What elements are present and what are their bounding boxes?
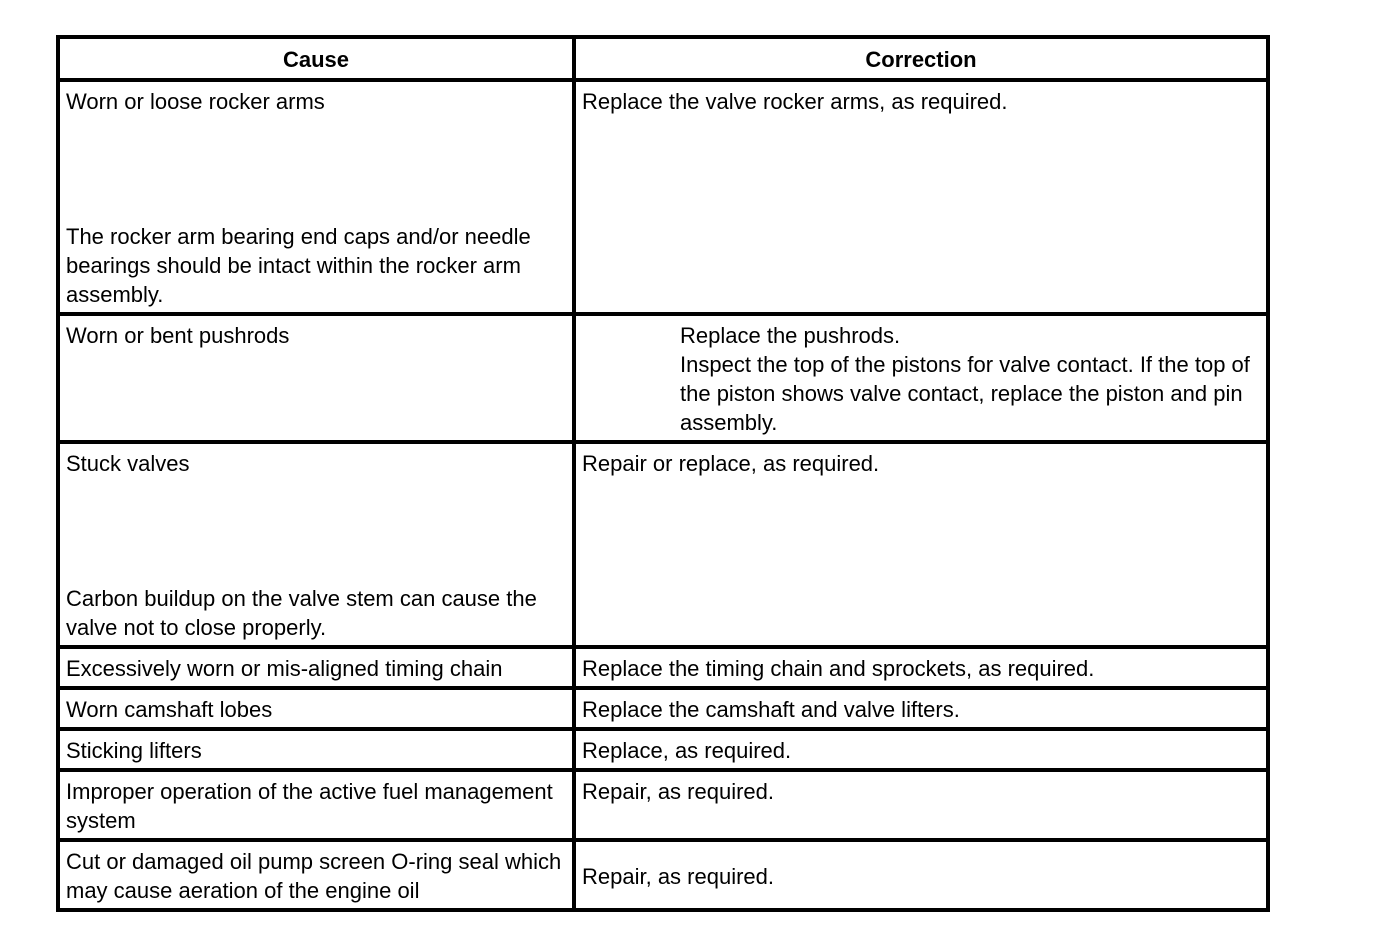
cause-text: Worn or bent pushrods [66, 323, 290, 348]
cause-cell [59, 689, 575, 730]
cause-text: Excessively worn or mis-aligned timing chain [66, 656, 503, 681]
correction-cell [575, 771, 1267, 841]
table-row [59, 81, 1267, 315]
cause-cell [59, 648, 575, 689]
cause-text: Worn camshaft lobes [66, 697, 273, 722]
correction-text: Replace the camshaft and valve lifters. [582, 697, 960, 722]
cause-correction-table [56, 35, 1270, 912]
table-row [59, 841, 1267, 909]
cause-cell [59, 443, 575, 648]
table-row [59, 689, 1267, 730]
correction-cell [575, 648, 1267, 689]
cause-text: Improper operation of the active fuel management system [66, 779, 553, 833]
cause-cell [59, 730, 575, 771]
correction-text: Replace the timing chain and sprockets, as required. [582, 656, 1095, 681]
cause-note: The rocker arm bearing end caps and/or needle bearings should be intact within the rocker arm assembly. [66, 224, 531, 307]
correction-text: Repair, as required. [582, 779, 774, 804]
cause-note: Carbon buildup on the valve stem can cause the valve not to close properly. [66, 586, 537, 640]
cause-cell [59, 771, 575, 841]
correction-cell [575, 81, 1267, 315]
cause-cell [59, 841, 575, 909]
cause-cell [59, 315, 575, 443]
cause-text: Sticking lifters [66, 738, 202, 763]
header-correction: Correction [575, 38, 1267, 81]
correction-text: Replace, as required. [582, 738, 792, 763]
cause-text: Cut or damaged oil pump screen O-ring seal which may cause aeration of the engine oil [66, 849, 562, 903]
correction-cell [575, 730, 1267, 771]
correction-cell [575, 841, 1267, 909]
correction-step: Replace the pushrods. [680, 323, 901, 348]
correction-step: Inspect the top of the pistons for valve contact. If the top of the piston shows valve contact, replace the piston and pin assembly. [680, 352, 1250, 435]
table-row [59, 648, 1267, 689]
cause-cell [59, 81, 575, 315]
correction-cell [575, 689, 1267, 730]
table-header-row [59, 38, 1267, 81]
correction-text: Replace the valve rocker arms, as required. [582, 89, 1008, 114]
correction-text: Repair, as required. [582, 863, 774, 889]
table-row [59, 730, 1267, 771]
table-row [59, 315, 1267, 443]
correction-cell [575, 443, 1267, 648]
correction-text: Repair or replace, as required. [582, 451, 880, 476]
cause-text: Stuck valves [66, 451, 190, 476]
table-row [59, 443, 1267, 648]
header-cause: Cause [59, 38, 575, 81]
table-row [59, 771, 1267, 841]
cause-text: Worn or loose rocker arms [66, 89, 325, 114]
correction-cell [575, 315, 1267, 443]
